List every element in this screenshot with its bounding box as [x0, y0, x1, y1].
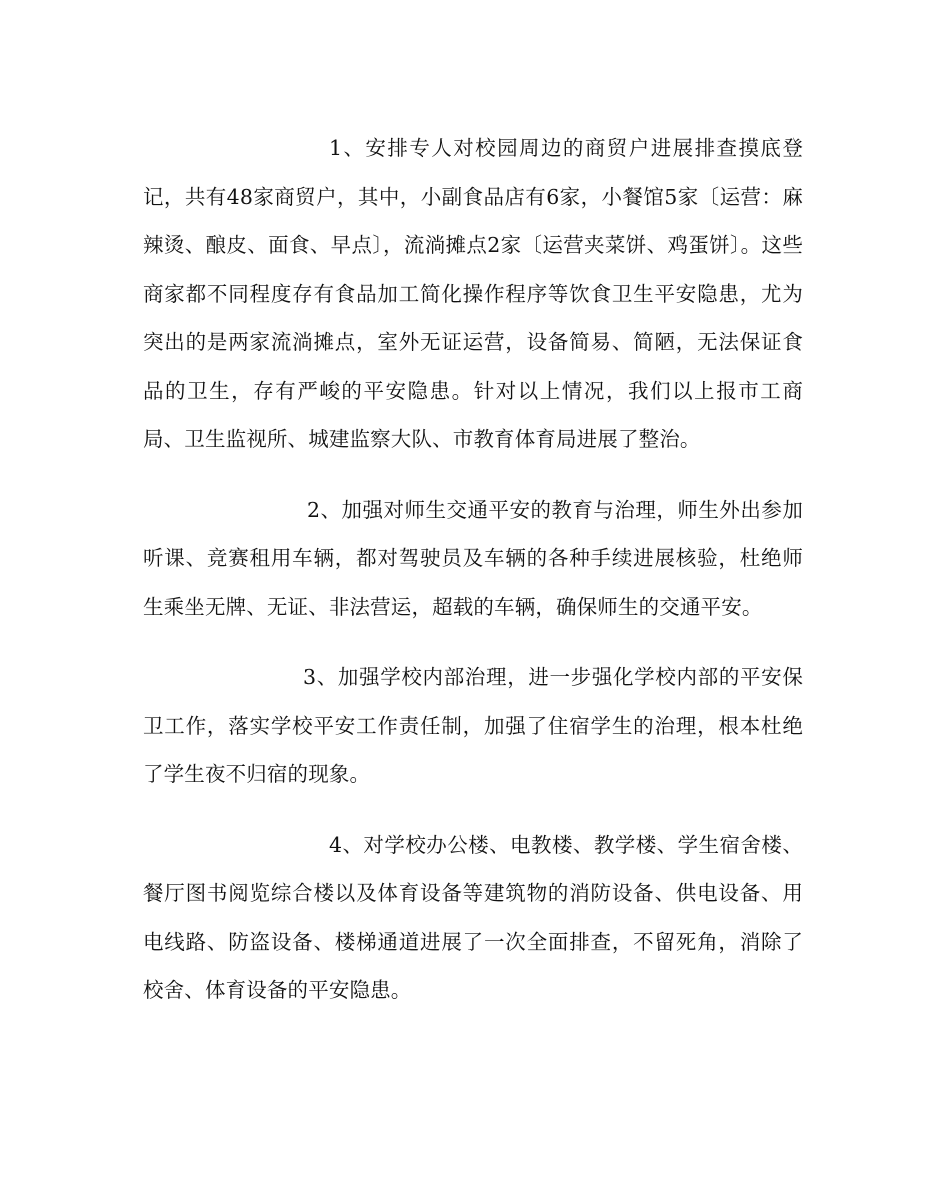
paragraph-item-2: 2、加强对师生交通平安的教育与治理，师生外出参加听课、竞赛租用车辆，都对驾驶员及车辆的各种手续进展核验，杜绝师生乘坐无牌、无证、非法营运，超载的车辆，确保师生的交通平安。 — [143, 497, 803, 619]
document-body — [143, 124, 803, 1015]
paragraph-item-1: 1、安排专人对校园周边的商贸户进展排查摸底登记，共有48家商贸户，其中，小副食品店有6家，小餐馆5家〔运营：麻辣烫、酿皮、面食、早点〕，流淌摊点2家〔运营夹菜饼、鸡蛋饼〕。这些商家都不同程度存有食品加工简化操作程序等饮食卫生平安隐患，尤为突出的是两家流淌摊点，室外无证运营，设备简易、简陋，无法保证食品的卫生，存有严峻的平安隐患。针对以上情况，我们以上报市工商局、卫生监视所、城建监察大队、市教育体育局进展了整治。 — [143, 136, 803, 451]
paragraph-item-3: 3、加强学校内部治理，进一步强化学校内部的平安保卫工作，落实学校平安工作责任制，加强了住宿学生的治理，根本杜绝了学生夜不归宿的现象。 — [143, 665, 803, 786]
paragraph-item-4: 4、对学校办公楼、电教楼、教学楼、学生宿舍楼、餐厅图书阅览综合楼以及体育设备等建筑物的消防设备、供电设备、用电线路、防盗设备、楼梯通道进展了一次全面排查，不留死角，消除了校舍、体育设备的平安隐患。 — [143, 832, 803, 1002]
